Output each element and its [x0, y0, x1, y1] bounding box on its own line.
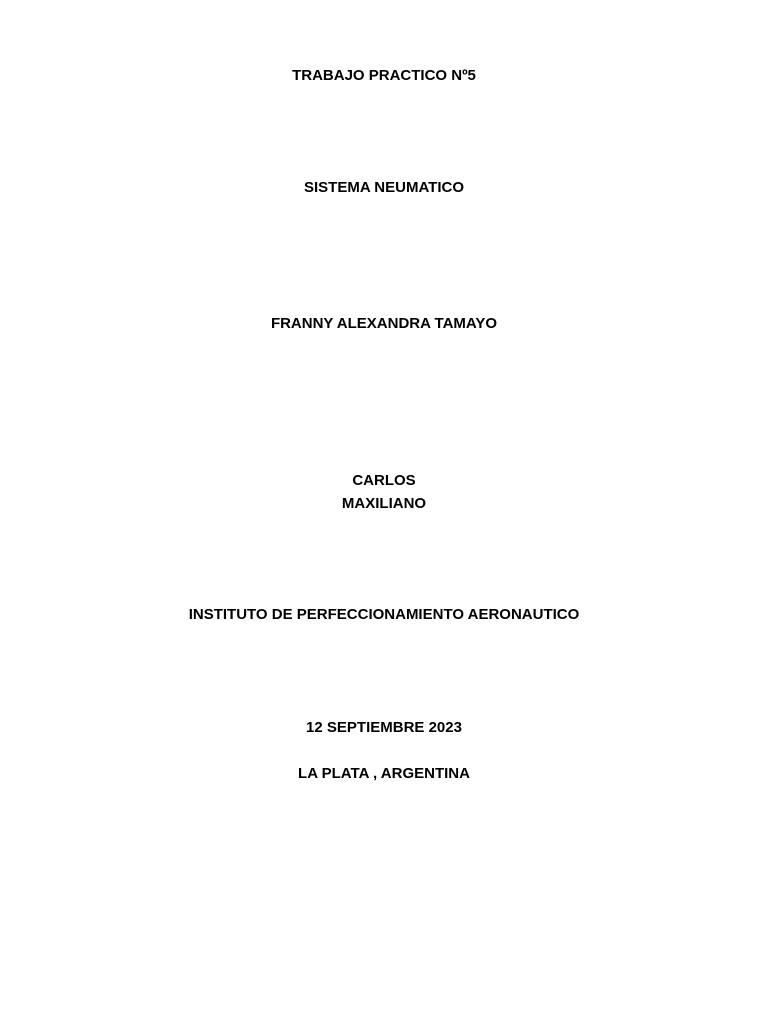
teacher-last-name: MAXILIANO: [341, 495, 427, 512]
document-date: 12 SEPTIEMBRE 2023: [306, 719, 462, 736]
institution-name: INSTITUTO DE PERFECCIONAMIENTO AERONAUTICO: [188, 606, 580, 623]
student-name: FRANNY ALEXANDRA TAMAYO: [270, 315, 498, 332]
subject-title: SISTEMA NEUMATICO: [304, 179, 464, 196]
document-location: LA PLATA , ARGENTINA: [298, 765, 470, 782]
document-title: TRABAJO PRACTICO Nº5: [292, 67, 476, 84]
teacher-first-name: CARLOS: [352, 472, 416, 489]
